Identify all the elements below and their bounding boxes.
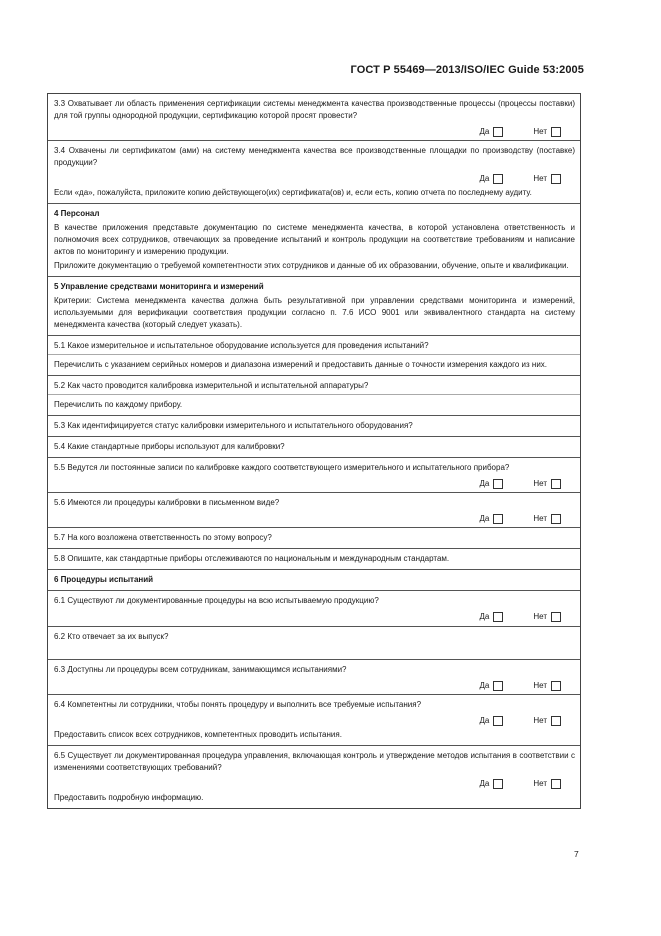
yes-checkbox[interactable] [493, 127, 503, 137]
no-checkbox[interactable] [551, 681, 561, 691]
no-label: Нет [533, 174, 547, 184]
question-5-3 [48, 416, 580, 437]
no-checkbox[interactable] [551, 779, 561, 789]
section-5-monitoring [48, 277, 580, 336]
no-checkbox[interactable] [551, 514, 561, 524]
yes-checkbox[interactable] [493, 716, 503, 726]
yes-checkbox[interactable] [493, 612, 503, 622]
question-text: 6.5 Существует ли документированная процедура управления, включающая контроль и утверждение методов испытания в соответствии с изменениями соответствующих требований? [54, 750, 575, 772]
question-text: 6.2 Кто отвечает за их выпуск? [54, 631, 169, 641]
no-label: Нет [533, 127, 547, 136]
section-6-procedures [48, 570, 580, 591]
question-text: 5.1 Какое измерительное и испытательное оборудование используется для проведения испытаний? [54, 341, 429, 351]
section-4-personnel [48, 204, 580, 277]
yes-label: Да [479, 680, 490, 690]
question-3-3 [48, 94, 580, 141]
question-5-8 [48, 549, 580, 570]
question-text: 3.3 Охватывает ли область применения сертификации системы менеджмента качества производственные процессы (процессы поставки) для той группы однородной продукции, сертификацию которой просят провести? [54, 99, 575, 120]
yes-label: Да [479, 514, 490, 524]
question-6-3 [48, 660, 580, 695]
question-text: 6.3 Доступны ли процедуры всем сотрудникам, занимающимся испытаниями? [54, 664, 347, 674]
question-5-6 [48, 493, 580, 528]
yes-label: Да [479, 715, 490, 725]
section-paragraph: В качестве приложения представьте документацию по системе менеджмента качества, в которой установлена ответственность и полномочия всех сотрудников, отвечающих за проведение испытаний и контроль продукции на соответствие требованиям и написание актов по мониторингу и измерению продукции. [54, 223, 575, 257]
yes-no-row [54, 680, 575, 692]
question-text: 5.2 Как часто проводится калибровка измерительной и испытательной аппаратуры? [54, 381, 369, 391]
section-paragraph: Приложите документацию о требуемой компетентности этих сотрудников и данные об их образовании, обучение, опыте и квалификации. [54, 261, 569, 271]
yes-checkbox[interactable] [493, 514, 503, 524]
yes-checkbox[interactable] [493, 174, 503, 184]
question-text: 5.8 Опишите, как стандартные приборы отслеживаются по национальным и международным стандартам. [54, 554, 450, 564]
yes-no-row [54, 478, 575, 490]
yes-no-row [54, 126, 575, 138]
question-note: Перечислить с указанием серийных номеров и диапазона измерений и предоставить данные о точности измерения каждого из них. [54, 360, 548, 370]
question-note: Если «да», пожалуйста, приложите копию действующего(их) сертификата(ов) и, если есть, копию отчета по последнему аудиту. [54, 188, 532, 198]
question-note: Перечислить по каждому прибору. [54, 400, 183, 410]
section-title: 4 Персонал [54, 209, 100, 219]
question-note: Предоставить список всех сотрудников, компетентных проводить испытания. [54, 729, 342, 739]
yes-no-row [54, 778, 575, 790]
no-label: Нет [533, 778, 547, 788]
page-number: 7 [574, 849, 579, 859]
no-label: Нет [533, 514, 547, 524]
question-5-1 [48, 336, 580, 376]
question-note: Предоставить подробную информацию. [54, 792, 204, 802]
question-3-4 [48, 141, 580, 204]
question-text: 5.4 Какие стандартные приборы используют для калибровки? [54, 442, 285, 452]
question-text: 6.1 Существуют ли документированные процедуры на всю испытываемую продукцию? [54, 596, 379, 606]
no-checkbox[interactable] [551, 479, 561, 489]
no-checkbox[interactable] [551, 612, 561, 622]
yes-checkbox[interactable] [493, 681, 503, 691]
yes-checkbox[interactable] [493, 779, 503, 789]
no-checkbox[interactable] [551, 716, 561, 726]
yes-label: Да [479, 479, 490, 489]
section-title: 6 Процедуры испытаний [54, 575, 154, 585]
question-6-1 [48, 591, 580, 626]
section-criteria: Критерии: Система менеджмента качества должна быть результативной при управлении средствами мониторинга и измерений, используемыми для верификации соответствия продукции согласно п. 7.6 ИСО 9001 или эквивалентного стандарта на систему менеджмента качества (который следует указать). [54, 296, 575, 330]
yes-label: Да [479, 612, 490, 622]
no-checkbox[interactable] [551, 127, 561, 137]
question-text: 5.5 Ведутся ли постоянные записи по калибровке каждого соответствующего измерительного и испытательного прибора? [54, 463, 510, 473]
question-text: 5.6 Имеются ли процедуры калибровки в письменном виде? [54, 498, 280, 508]
question-5-2 [48, 376, 580, 416]
yes-checkbox[interactable] [493, 479, 503, 489]
yes-no-row [54, 513, 575, 525]
document-header: ГОСТ Р 55469—2013/ISO/IEC Guide 53:2005 [350, 64, 584, 76]
yes-no-row [54, 173, 575, 185]
yes-label: Да [479, 174, 490, 184]
no-label: Нет [533, 612, 547, 622]
yes-label: Да [479, 778, 490, 788]
question-5-5 [48, 458, 580, 493]
question-5-7 [48, 528, 580, 549]
question-text: 6.4 Компетентны ли сотрудники, чтобы понять процедуру и выполнить все требуемые испытания? [54, 699, 422, 709]
questionnaire-table [47, 93, 581, 809]
yes-no-row [54, 611, 575, 623]
question-text: 5.3 Как идентифицируется статус калибровки измерительного и испытательного оборудования? [54, 421, 413, 431]
question-text: 3.4 Охвачены ли сертификатом (ами) на систему менеджмента качества все производственные площадки по производству (поставке) продукции? [54, 146, 575, 168]
no-label: Нет [533, 479, 547, 489]
question-text: 5.7 На кого возложена ответственность по этому вопросу? [54, 533, 272, 543]
no-label: Нет [533, 680, 547, 690]
question-5-4 [48, 437, 580, 458]
no-checkbox[interactable] [551, 174, 561, 184]
yes-no-row [54, 715, 575, 727]
question-6-5 [48, 746, 580, 808]
question-6-2 [48, 627, 580, 660]
yes-label: Да [479, 127, 490, 136]
no-label: Нет [533, 715, 547, 725]
question-6-4 [48, 695, 580, 746]
section-title: 5 Управление средствами мониторинга и измерений [54, 282, 264, 292]
